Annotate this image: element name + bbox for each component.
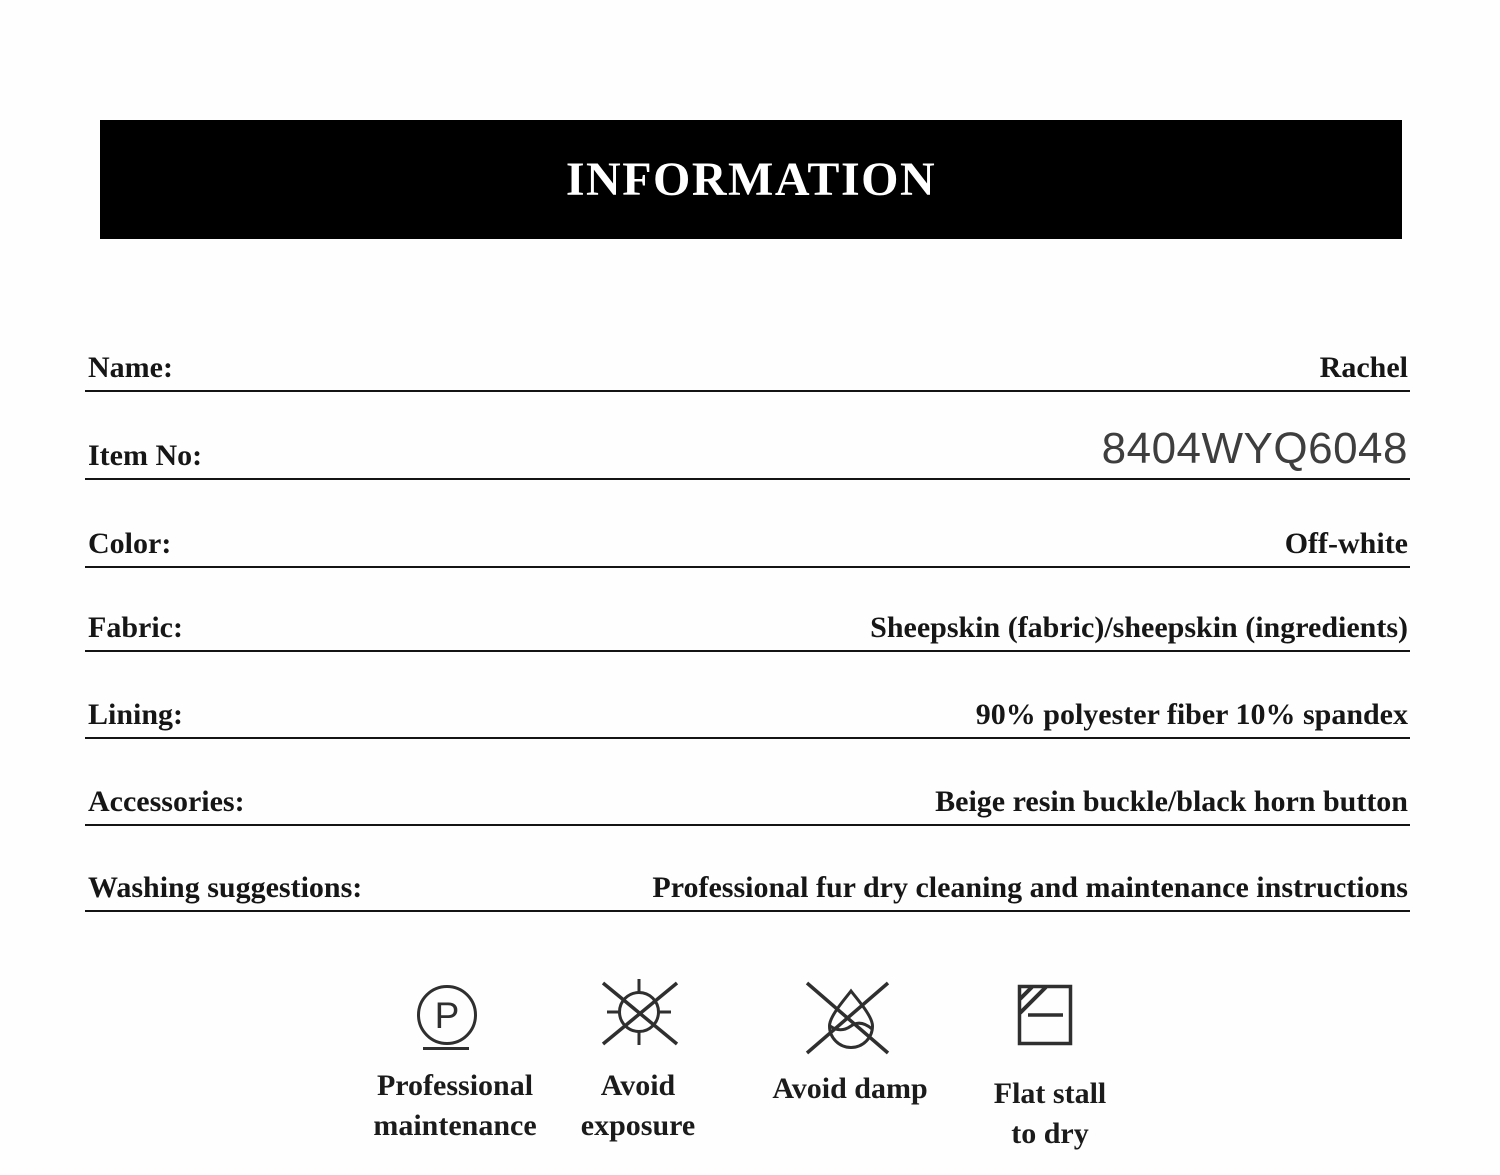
field-row-item-no: [85, 424, 1410, 480]
field-value: Beige resin buckle/black horn button: [935, 785, 1408, 818]
field-label: Lining:: [88, 698, 184, 731]
field-label: Fabric:: [88, 611, 183, 644]
care-label-line: maintenance: [373, 1109, 537, 1142]
page-title: INFORMATION: [565, 153, 937, 206]
care-label-line: Avoid: [600, 1069, 676, 1102]
field-label: Washing suggestions:: [88, 871, 363, 904]
field-label: Item No:: [88, 439, 203, 472]
flat-dry-in-shade-icon: [1015, 983, 1075, 1047]
field-value: Sheepskin (fabric)/sheepskin (ingredients): [870, 611, 1408, 644]
care-label-line: Flat stall: [993, 1077, 1107, 1110]
field-row-color: [85, 512, 1410, 568]
information-banner: [100, 120, 1402, 239]
field-value: 90% polyester fiber 10% spandex: [975, 698, 1408, 731]
field-row-accessories: [85, 770, 1410, 826]
no-sun-exposure-icon: [598, 974, 682, 1052]
field-row-lining: [85, 683, 1410, 739]
professional-maintenance-icon: [415, 983, 479, 1053]
care-label-line: Professional: [376, 1069, 534, 1102]
field-row-fabric: [85, 596, 1410, 652]
field-value: 8404WYQ6048: [1101, 424, 1408, 473]
care-label-line: to dry: [1011, 1117, 1089, 1150]
care-label-line: Avoid damp: [772, 1072, 928, 1105]
field-value: Professional fur dry cleaning and maintenance instructions: [652, 871, 1408, 904]
field-value: Rachel: [1319, 351, 1408, 384]
field-label: Accessories:: [88, 785, 245, 818]
field-label: Name:: [88, 351, 173, 384]
field-value: Off-white: [1284, 527, 1408, 560]
field-label: Color:: [88, 527, 172, 560]
field-row-washing: [85, 856, 1410, 912]
care-icon-label: [925, 1074, 1175, 1154]
p-letter: P: [434, 995, 460, 1036]
no-damp-icon: [802, 978, 892, 1058]
field-row-name: [85, 336, 1410, 392]
care-label-line: exposure: [580, 1109, 696, 1142]
